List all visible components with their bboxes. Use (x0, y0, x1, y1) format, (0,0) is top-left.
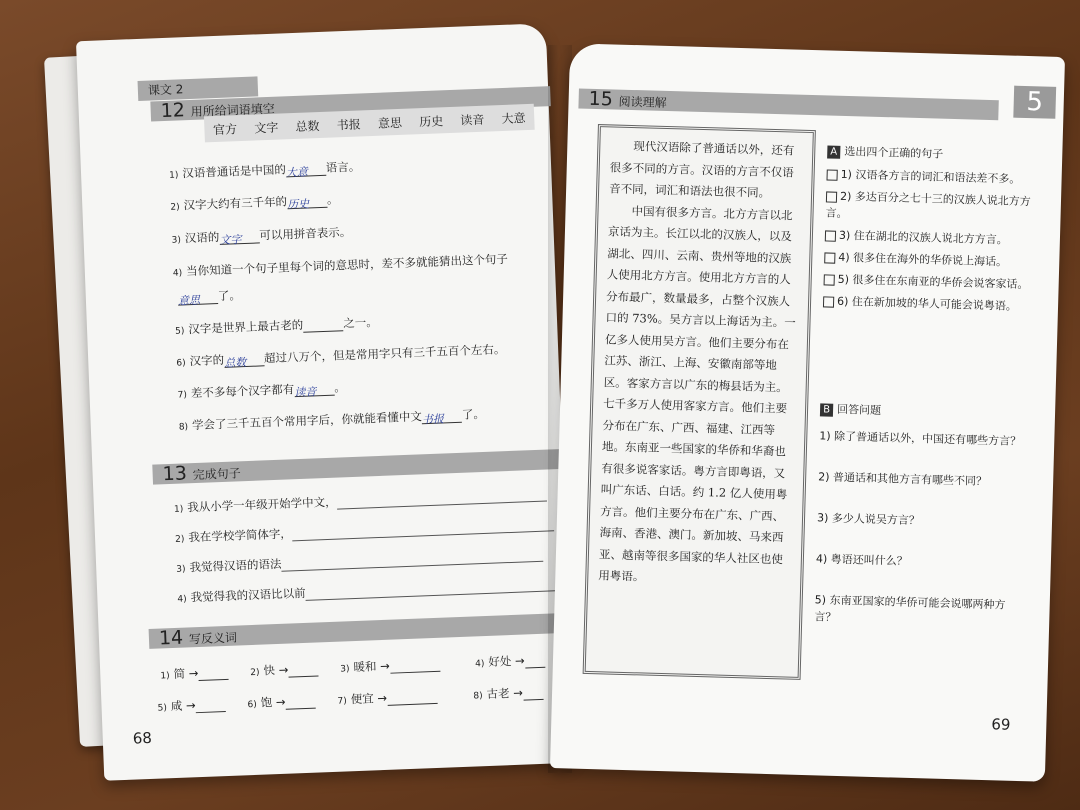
sentence-item: 3) 我觉得汉语的语法 (176, 546, 544, 576)
ex15-number: 15 (588, 87, 614, 111)
sentence-item: 4) 我觉得我的汉语比以前 (177, 575, 556, 606)
fill-item: 7) 差不多每个汉字都有读音 。 (177, 380, 346, 401)
part-a-tag: A (827, 145, 840, 158)
fill-item: 8) 学会了三千五百个常用字后，你就能看懂中文书报 了。 (178, 406, 486, 433)
statement-item: 6) 住在新加坡的华人可能会说粤语。 (823, 292, 1033, 315)
word-bank-item: 总数 (295, 118, 320, 134)
answer-line[interactable] (281, 549, 543, 572)
answer-blank[interactable] (288, 663, 318, 677)
answer-line[interactable] (305, 578, 555, 601)
answer-blank[interactable]: 大意 (286, 163, 326, 178)
answer-blank[interactable] (524, 655, 544, 669)
reading-passage (583, 124, 816, 680)
ex15-title: 阅读理解 (618, 94, 667, 110)
sentence-item: 1) 我从小学一年级开始学中文， (174, 486, 547, 516)
part-b (813, 400, 1030, 655)
fill-item: 3) 汉语的文字 可以用拼音表示。 (171, 224, 352, 247)
ex12-title: 用所给词语填空 (190, 101, 276, 119)
chapter-number: 5 (1013, 86, 1056, 119)
answer-blank[interactable] (523, 687, 543, 701)
antonym-item: 4) 好处 → (475, 652, 545, 671)
question-item: 3) 多少人说吴方言？ (816, 511, 921, 528)
antonym-item: 7) 便宜 → (337, 688, 437, 708)
ex14-title: 写反义词 (188, 630, 238, 647)
checkbox[interactable] (827, 169, 838, 180)
answer-blank[interactable] (195, 699, 225, 713)
antonym-item: 5) 咸 → (157, 696, 226, 715)
word-bank-item: 官方 (212, 121, 238, 137)
sentence-item: 2) 我在学校学简体字， (175, 515, 554, 546)
question-item: 2) 普通话和其他方言有哪些不同？ (818, 470, 988, 489)
statement-item: 2) 多达百分之七十三的汉族人说北方方言。 (825, 189, 1031, 221)
antonym-item: 3) 暖和 → (340, 656, 440, 676)
fill-item: 1) 汉语普通话是中国的大意 语言。 (169, 159, 361, 181)
answer-line[interactable] (336, 489, 546, 510)
answer-blank[interactable]: 文字 (219, 230, 259, 245)
ex14-header (149, 613, 569, 649)
antonym-item: 8) 古老 → (473, 684, 543, 703)
lesson-title: 课文 2 (147, 82, 184, 98)
statement-item: 5) 很多住在东南亚的华侨会说客家话。 (823, 270, 1033, 293)
right-page (550, 43, 1065, 782)
answer-blank[interactable]: 书报 (422, 410, 462, 425)
ex13-title: 完成句子 (192, 466, 241, 483)
ex13-number: 13 (162, 462, 188, 486)
ex12-number: 12 (160, 99, 186, 123)
page-number-right: 69 (991, 715, 1011, 734)
word-bank-item: 意思 (377, 115, 403, 131)
antonym-item: 2) 快 → (250, 660, 319, 679)
answer-blank[interactable] (387, 691, 437, 706)
fill-item: 4) 当你知道一个句子里每个词的意思时，差不多就能猜出这个句子 (172, 251, 509, 279)
fill-item: 6) 汉字的总数 超过八万个，但是常用字只有三千五百个左右。 (176, 342, 506, 370)
ex13-header (152, 449, 562, 485)
answer-line[interactable] (292, 518, 554, 541)
ex15-header (578, 88, 998, 120)
passage-paragraph: 现代汉语除了普通话以外，还有很多不同的方言。汉语的方言不仅语音不同，词汇和语法也很不同。 (608, 139, 795, 200)
word-bank-item: 读音 (460, 112, 485, 128)
left-page (76, 23, 574, 780)
statement-item: 3) 住在湖北的汉族人说北方方言。 (825, 226, 1035, 249)
antonym-item: 6) 饱 → (247, 693, 316, 712)
answer-blank[interactable]: 读音 (294, 383, 334, 398)
statement-item: 1) 汉语各方言的词汇和语法差不多。 (826, 165, 1036, 188)
checkbox[interactable] (824, 252, 835, 263)
word-bank-item: 大意 (501, 110, 526, 126)
answer-blank[interactable] (303, 318, 343, 333)
word-bank-item: 文字 (254, 120, 279, 136)
statement-item: 4) 很多住在海外的华侨说上海话。 (824, 248, 1034, 271)
part-a (823, 142, 1038, 320)
part-b-title: 回答问题 (836, 402, 882, 418)
antonym-item: 1) 简 → (160, 664, 229, 683)
fill-item-continued: 意思 了。 (177, 288, 242, 308)
page-number-left: 68 (132, 728, 153, 748)
question-item: 4) 粤语还叫什么？ (815, 552, 908, 568)
word-bank-item: 历史 (418, 113, 444, 129)
passage-paragraph: 中国有很多方言。北方方言以北京话为主。长江以北的汉族人，以及湖北、四川、云南、贵州等地的汉族人使用北方方言。使用北方方言的人分布最广，数量最多，占整个汉族人口的 73%。吴方言以上海话为主。一亿多人使用吴方言。他们主要分布在江苏、浙江、上海、安徽南部等地区。客家方言以广东的梅县话为主。七千多万人使用客家方言。他们主要分布在广东、广西、福建、江西等地。东南亚一些国家的华侨和华裔也有很多说客家话。粤方言即粤语，又叫广东话、白话。约 1.2 亿人使用粤方言。他们主要分布在广东、广西、海南、香港、澳门。新加坡、马来西亚、越南等很多国家的华人社区也使用粤语。 (598, 203, 796, 584)
answer-blank[interactable]: 总数 (224, 353, 264, 368)
question-item: 1) 除了普通话以外，中国还有哪些方言？ (819, 429, 1022, 448)
answer-blank[interactable] (198, 667, 228, 681)
part-b-tag: B (820, 403, 833, 416)
checkbox[interactable] (823, 296, 834, 307)
answer-blank[interactable]: 历史 (287, 195, 327, 210)
part-a-title: 选出四个正确的句子 (844, 144, 944, 161)
fill-item: 2) 汉字大约有三千年的历史 。 (170, 192, 339, 213)
checkbox[interactable] (826, 191, 837, 202)
fill-item: 5) 汉字是世界上最古老的 之一。 (174, 314, 378, 337)
answer-blank[interactable] (390, 659, 440, 674)
checkbox[interactable] (824, 274, 835, 285)
question-item: 5) 东南亚国家的华侨可能会说哪两种方言？ (814, 593, 1006, 624)
answer-blank[interactable] (285, 696, 315, 710)
ex14-number: 14 (158, 626, 184, 650)
word-bank-item: 书报 (336, 116, 361, 132)
answer-blank[interactable]: 意思 (178, 291, 218, 306)
checkbox[interactable] (825, 230, 836, 241)
